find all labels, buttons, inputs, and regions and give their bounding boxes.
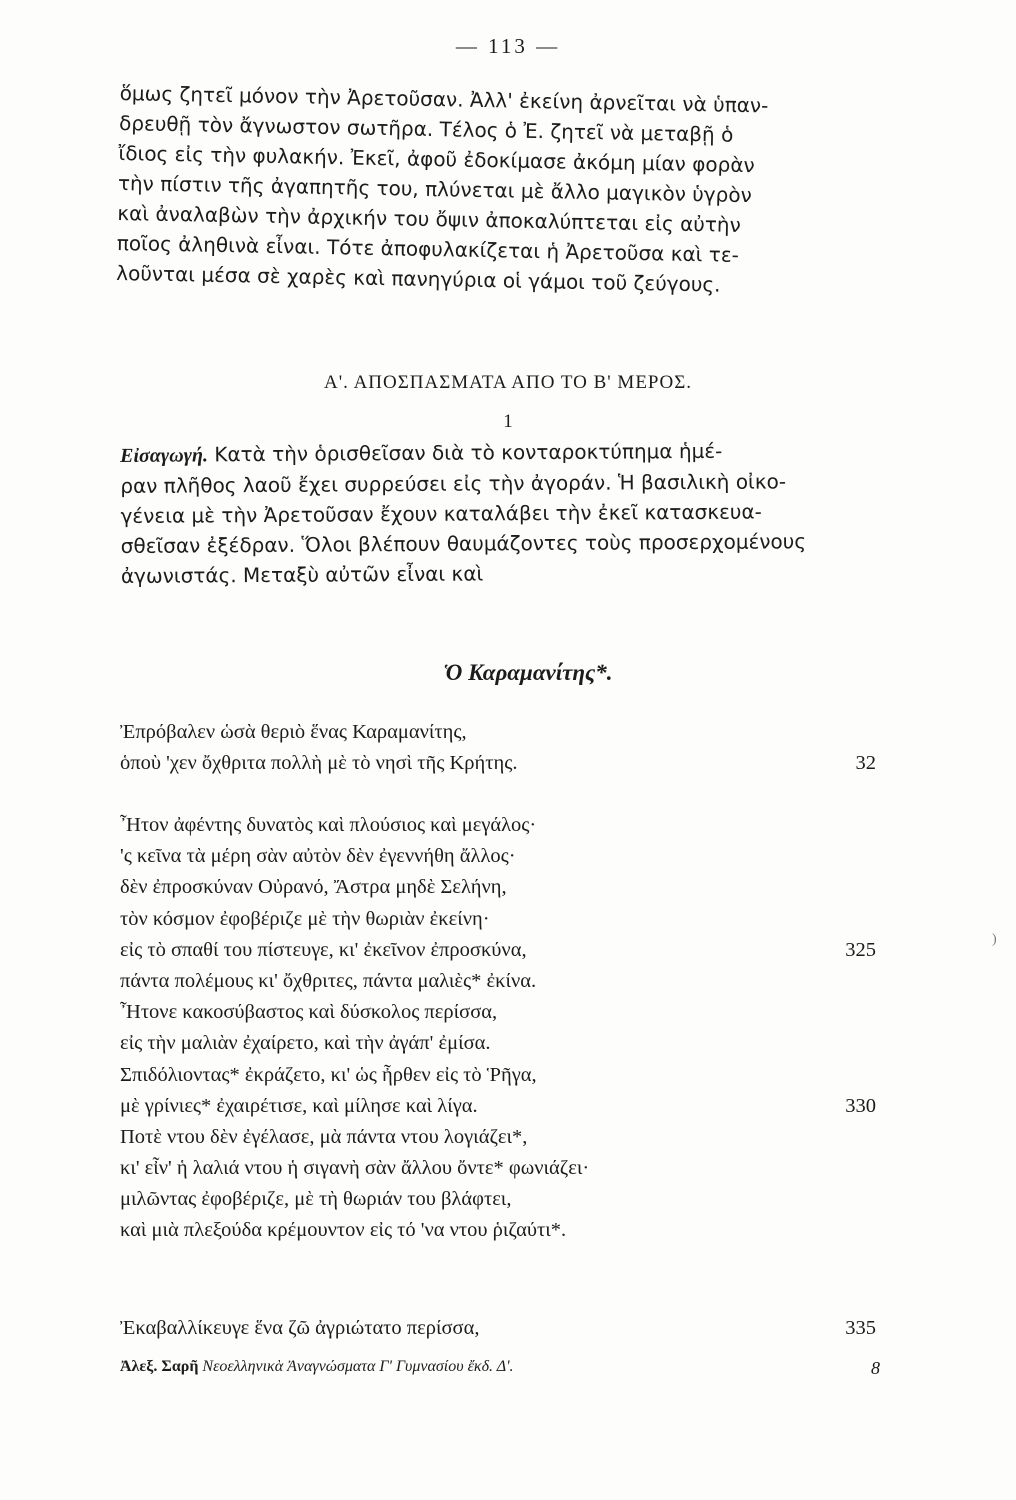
verse-line: [120, 1215, 880, 1246]
prose-line: καὶ ἀναλαβὼν τὴν ἀρχικήν του ὄψιν ἀποκαλύπτεται εἰς αὐτὴν: [117, 200, 741, 237]
introduction-paragraph: [120, 435, 881, 591]
verse-line: [120, 1060, 880, 1091]
prose-line: λοῦνται μέσα σὲ χαρὲς καὶ πανηγύρια οἱ γάμοι τοῦ ζεύγους.: [116, 260, 721, 297]
verse-line: [120, 904, 880, 935]
verse-line: [120, 966, 880, 997]
prose-line: ἀγωνιστάς. Μεταξὺ αὐτῶν εἶναι καὶ: [120, 561, 484, 588]
verse-line: [120, 997, 880, 1028]
verse-text: Σπιδόλιοντας* ἐκράζετο, κι' ὡς ἦρθεν εἰς τὸ Ῥῆγα,: [120, 1063, 537, 1086]
verse-line: [120, 841, 880, 872]
verse-text: κι' εἶν' ἡ λαλιά ντου ἡ σιγανὴ σὰν ἄλλου ὄντε* φωνιάζει·: [120, 1157, 590, 1180]
footer-book-title: Νεοελληνικὰ Ἀναγνώσματα Γ' Γυμνασίου ἔκδ. Δ'.: [198, 1358, 514, 1375]
verse-line: [120, 1153, 880, 1184]
introduction-first-line: Κατὰ τὴν ὁρισθεῖσαν διὰ τὸ κονταροκτύπημα ἡμέ-: [207, 438, 723, 467]
introduction-label: Εἰσαγωγή.: [120, 444, 209, 467]
margin-mark: ): [992, 932, 997, 947]
line-number: 32: [855, 752, 876, 775]
verse-text: εἰς τὴν μαλιὰν ἐχαίρετο, καὶ τὴν ἀγάπ' ἐμίσα.: [120, 1032, 491, 1055]
line-number: 325: [845, 938, 876, 961]
verse-text: τὸν κόσμον ἐφοβέριζε μὲ τὴν θωριὰν ἐκείνη·: [120, 907, 490, 930]
line-number: 330: [845, 1094, 876, 1117]
verse-text: Ποτὲ ντου δὲν ἐγέλασε, μὰ πάντα ντου λογιάζει*,: [120, 1125, 528, 1148]
verse-text: Ἐπρόβαλεν ὡσὰ θεριὸ ἕνας Καραμανίτης,: [120, 721, 467, 743]
stanza: [120, 1313, 880, 1344]
verse-line: [120, 935, 880, 966]
section-number: 1: [503, 411, 513, 432]
line-number: 335: [845, 1317, 876, 1339]
verse-text: Ἐκαβαλλίκευγε ἕνα ζῶ ἀγριώτατο περίσσα,: [120, 1317, 480, 1339]
sheet-number: 8: [871, 1358, 880, 1378]
prose-line: ποῖος ἀληθινὰ εἶναι. Τότε ἀποφυλακίζεται ἡ Ἀρετοῦσα καὶ τε-: [116, 230, 740, 267]
prose-line: δρευθῇ τὸν ἄγνωστον σωτῆρα. Τέλος ὁ Ἐ. ζητεῖ νὰ μεταβῇ ὁ: [118, 110, 734, 147]
verse-text: Ἦτον ἀφέντης δυνατὸς καὶ πλούσιος καὶ μεγάλος·: [120, 814, 537, 836]
stanza: [120, 717, 880, 779]
verse-line: [120, 1184, 880, 1215]
verse-text: δὲν ἐπροσκύναν Οὐρανό, Ἄστρα μηδὲ Σελήνη,: [120, 876, 507, 899]
verse-line: [120, 810, 880, 841]
verse-text: ὁποὺ 'χεν ὄχθριτα πολλὴ μὲ τὸ νησὶ τῆς Κρήτης.: [120, 752, 518, 775]
prose-line: ὅμως ζητεῖ μόνον τὴν Ἀρετοῦσαν. Ἀλλ' ἐκείνη ἀρνεῖται νὰ ὑπαν-: [119, 80, 769, 118]
verse-text: πάντα πολέμους κι' ὄχθριτες, πάντα μαλιὲς* ἐκίνα.: [120, 969, 537, 992]
verse-text: Ἦτονε κακοσύβαστος καὶ δύσκολος περίσσα,: [120, 1001, 498, 1024]
verse-line: [120, 717, 880, 748]
verse-line: [120, 1028, 880, 1059]
poem-title: Ὁ Καραμανίτης*.: [443, 660, 613, 685]
verse-text: μιλῶντας ἐφοβέριζε, μὲ τὴ θωριάν του βλάφτει,: [120, 1188, 512, 1211]
section-heading: Α'. ΑΠΟΣΠΑΣΜΑΤΑ ΑΠΟ ΤΟ Β' ΜΕΡΟΣ.: [323, 372, 693, 393]
verse-text: καὶ μιὰ πλεξούδα κρέμουντον εἰς τό 'να ντου ῥιζαύτι*.: [120, 1219, 567, 1242]
footer-author: Ἀλεξ. Σαρῆ: [120, 1358, 199, 1375]
prose-line: τὴν πίστιν τῆς ἀγαπητῆς του, πλύνεται μὲ ἄλλο μαγικὸν ὑγρὸν: [117, 170, 752, 208]
verse-text: 'ς κεῖνα τὰ μέρη σὰν αὐτὸν δὲν ἐγεννήθη ἄλλος·: [120, 845, 516, 868]
stanza: [120, 810, 880, 1247]
verse-line: [120, 872, 880, 903]
verse-line: [120, 748, 880, 779]
verse-text: εἰς τὸ σπαθί του πίστευγε, κι' ἐκεῖνον ἐπροσκύνα,: [120, 938, 527, 961]
page-number: — 113 —: [455, 34, 561, 58]
footer-signature: [120, 1358, 880, 1376]
prose-line: γένεια μὲ τὴν Ἀρετοῦσαν ἔχουν καταλάβει τὴν ἐκεῖ κατασκευα-: [120, 499, 762, 528]
verse-line: [120, 1091, 880, 1122]
prose-line: ραν πλῆθος λαοῦ ἔχει συρρεύσει εἰς τὴν ἀγοράν. Ἡ βασιλικὴ οἰκο-: [120, 469, 787, 498]
verse-text: μὲ γρίνιες* ἐχαιρέτισε, καὶ μίλησε καὶ λίγα.: [120, 1094, 478, 1117]
verse-line: [120, 1313, 880, 1344]
verse-line: [120, 1122, 880, 1153]
prose-line: σθεῖσαν ἐξέδραν. Ὅλοι βλέπουν θαυμάζοντες τοὺς προσερχομένους: [120, 529, 807, 558]
prose-line: ἴδιος εἰς τὴν φυλακήν. Ἐκεῖ, ἀφοῦ ἐδοκίμασε ἀκόμη μίαν φορὰν: [118, 140, 755, 178]
intro-paragraph: [116, 78, 880, 303]
